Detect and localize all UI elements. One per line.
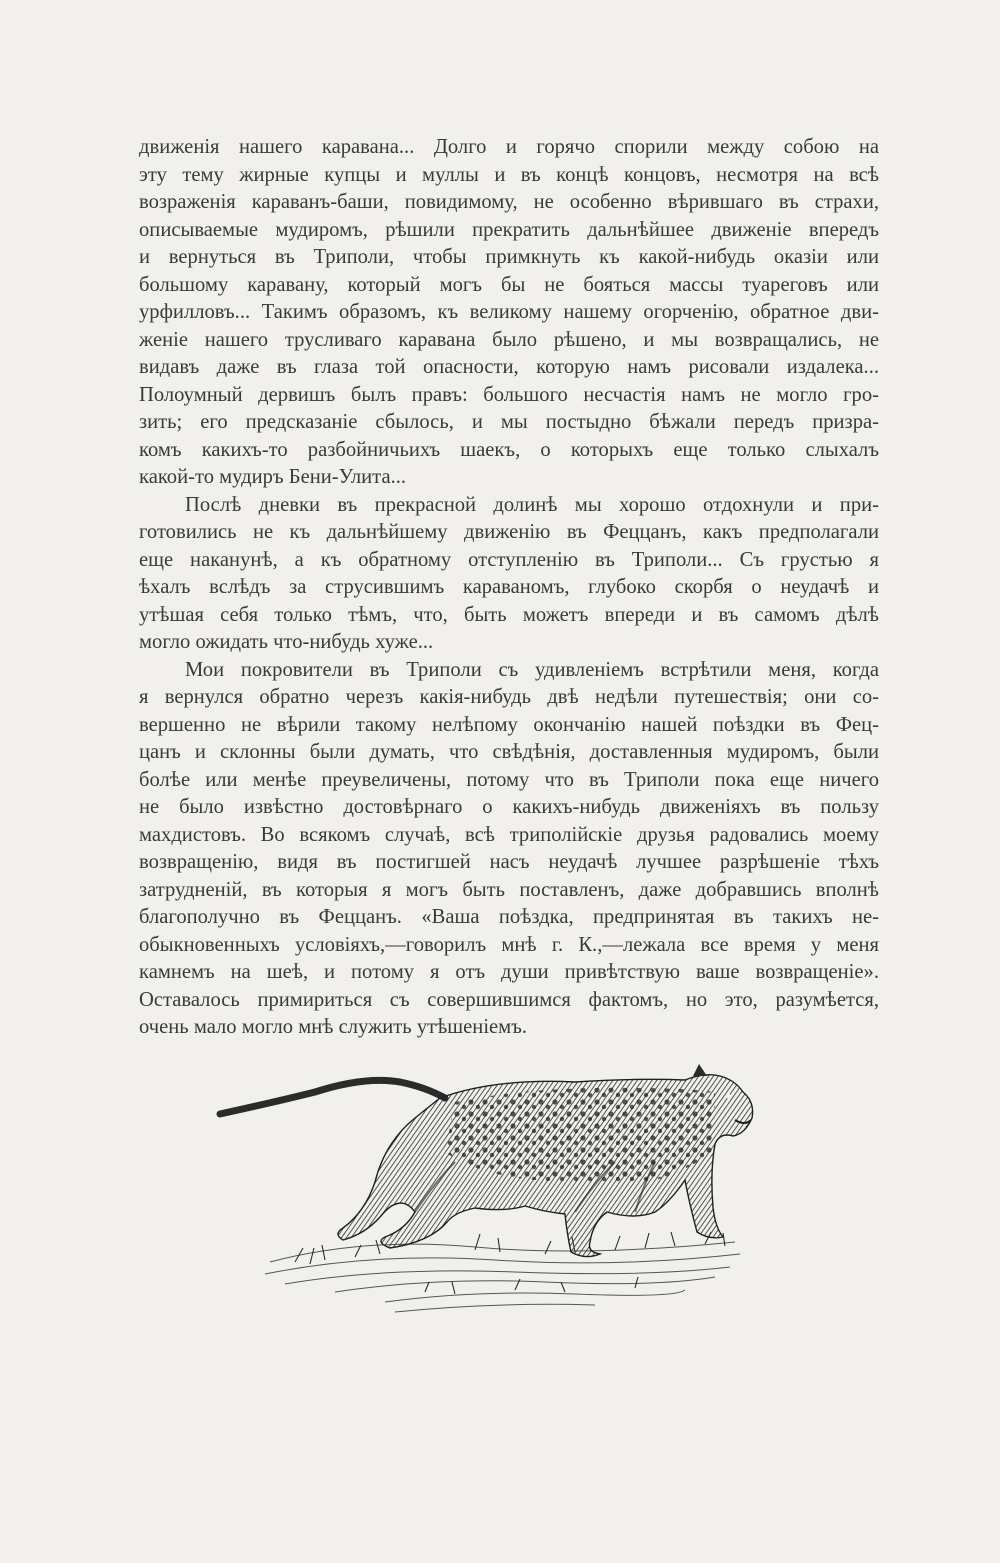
- text-line: я вернулся обратно черезъ какія-нибудь двѣ недѣли путешествія; они со-: [139, 686, 879, 708]
- grass-ground: [265, 1242, 740, 1312]
- text-line: Оставалось примириться съ совершившимся фактомъ, но это, разумѣется,: [139, 988, 879, 1011]
- text-line: вершенно не вѣрили такому нелѣпому окончанію нашей поѣздки въ Фец-: [139, 713, 879, 736]
- tail: [220, 1080, 445, 1114]
- text-line: видавъ даже въ глаза той опасности, которую намъ рисовали издалека...: [139, 356, 879, 378]
- text-line: очень мало могло мнѣ служить утѣшеніемъ.: [139, 1016, 528, 1038]
- text-line: махдистовъ. Во всякомъ случаѣ, всѣ триполійскіе друзья радовались моему: [139, 823, 879, 846]
- text-line: могло ожидать что-нибудь хуже...: [139, 631, 434, 653]
- text-line: затрудненій, въ которыя я могъ быть поставленъ, даже добравшись вполнѣ: [139, 878, 879, 901]
- text-line: зить; его предсказаніе сбылось, и мы постыдно бѣжали передъ призра-: [139, 411, 879, 433]
- text-line: комъ какихъ-то разбойничьихъ шаекъ, о которыхъ еще только слыхалъ: [139, 438, 879, 461]
- text-line: обыкновенныхъ условіяхъ,—говорилъ мнѣ г. К.,—лежала все время у меня: [139, 933, 879, 956]
- text-line: не было извѣстно достовѣрнаго о какихъ-нибудь движеніяхъ въ пользу: [139, 796, 879, 818]
- text-line: еще наканунѣ, а къ обратному отступленію въ Триполи... Съ грустью я: [139, 548, 879, 571]
- text-line: Полоумный дервишъ былъ правъ: большого несчастія намъ не могло гро-: [139, 383, 879, 406]
- text-line: цанъ и склонны были думать, что свѣдѣнія, доставленныя мудиромъ, были: [139, 741, 879, 763]
- text-line: урфилловъ... Такимъ образомъ, къ великому нашему огорченію, обратное дви-: [139, 301, 879, 323]
- eye: [726, 1094, 731, 1099]
- text-line: камнемъ на шеѣ, и потому я отъ души привѣтствую ваше возвращеніе».: [139, 961, 879, 983]
- leopard-illustration: [215, 1062, 770, 1322]
- text-line: ѣхалъ вслѣдъ за струсившимъ караваномъ, глубоко скорбя о неудачѣ и: [139, 576, 879, 598]
- ear: [693, 1064, 707, 1076]
- text-line: какой-то мудиръ Бени-Улита...: [139, 466, 407, 488]
- text-line: благополучно въ Феццанъ. «Ваша поѣздка, предпринятая въ такихъ не-: [139, 906, 879, 928]
- grass-blades: [295, 1232, 725, 1294]
- text-line: и вернуться въ Триполи, чтобы примкнуть къ какой-нибудь оказіи или: [139, 246, 879, 268]
- text-line: возраженія караванъ-баши, повидимому, не особенно вѣрившаго въ страхи,: [139, 191, 879, 213]
- text-line: большому каравану, который могъ бы не бояться массы туареговъ или: [139, 273, 879, 296]
- text-line: Мои покровители въ Триполи съ удивленіемъ встрѣтили меня, когда: [185, 658, 879, 681]
- text-line: готовились не къ дальнѣйшему движенію въ Феццанъ, какъ предполагали: [139, 521, 879, 543]
- text-line: описываемые мудиромъ, рѣшили прекратить дальнѣйшее движеніе впередъ: [139, 218, 879, 241]
- text-line: утѣшая себя только тѣмъ, что, быть можетъ впереди и въ самомъ дѣлѣ: [139, 603, 879, 626]
- text-line: Послѣ дневки въ прекрасной долинѣ мы хорошо отдохнули и при-: [185, 493, 879, 516]
- text-line: движенія нашего каравана... Долго и горячо спорили между собою на: [139, 136, 879, 158]
- text-line: болѣе или менѣе преувеличены, потому что въ Триполи пока еще ничего: [139, 768, 879, 791]
- text-line: возвращенію, видя въ постигшей насъ неудачѣ лучшее разрѣшеніе тѣхъ: [139, 851, 879, 873]
- text-line: женіе нашего трусливаго каравана было рѣшено, и мы возвращались, не: [139, 328, 879, 351]
- body-text: [139, 134, 879, 1042]
- text-line: эту тему жирные купцы и муллы и въ концѣ концовъ, несмотря на всѣ: [139, 163, 879, 186]
